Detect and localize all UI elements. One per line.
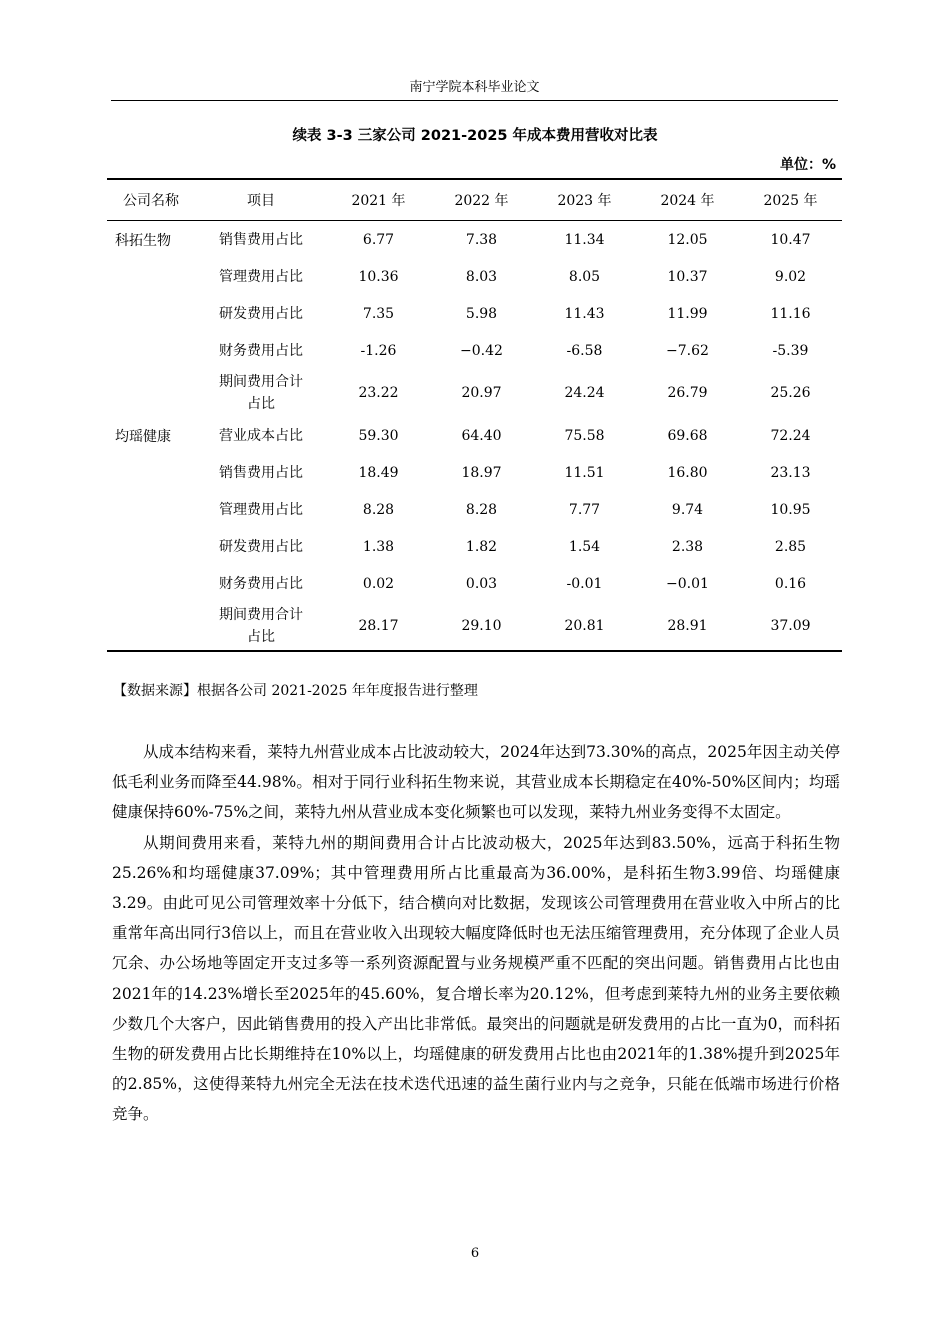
table-row [107, 295, 842, 332]
column-header: 2025 年 [739, 179, 842, 221]
value-cell: 10.37 [667, 268, 708, 285]
value-cell: 7.77 [568, 501, 601, 518]
company-name-cell [107, 491, 195, 528]
value-cell: 11.34 [564, 231, 605, 248]
table-row [107, 417, 842, 454]
paragraph: 从成本结构来看，莱特九州营业成本占比波动较大，2024年达到73.30%的高点，2025年因主动关停低毛利业务而降至44.98%。相对于同行业科拓生物来说，其营业成本长期稳定在40%-50%区间内；均瑶健康保持60%-75%之间，莱特九州从营业成本变化频繁也可以发现，莱特九州业务变得不太固定。 [112, 743, 840, 822]
value-cell: 18.97 [461, 464, 502, 481]
value-cell: 8.05 [568, 268, 601, 285]
value-cell: 1.54 [568, 538, 601, 555]
table-row [107, 491, 842, 528]
value-cell: 28.91 [636, 602, 739, 651]
value-cell: 7.35 [362, 305, 395, 322]
column-header: 2021 年 [327, 179, 430, 221]
value-cell: 37.09 [739, 602, 842, 651]
body-text [112, 737, 840, 1130]
cost-expense-table [107, 178, 842, 652]
item-cell: 期间费用合计占比 [195, 602, 327, 651]
table-row [107, 528, 842, 565]
value-cell: 23.13 [770, 464, 811, 481]
column-header: 2023 年 [533, 179, 636, 221]
column-header: 公司名称 [107, 179, 195, 221]
value-cell: 26.79 [667, 385, 708, 401]
item-cell: 研发费用占比 [219, 305, 303, 322]
table-row [107, 258, 842, 295]
company-name-cell [107, 454, 195, 491]
value-cell: 9.02 [774, 268, 807, 285]
value-cell: 6.77 [362, 231, 395, 248]
item-cell: 销售费用占比 [219, 464, 303, 481]
page-header-title: 南宁学院本科毕业论文 [409, 80, 540, 95]
value-cell: 72.24 [770, 427, 811, 444]
value-cell: 24.24 [564, 385, 605, 401]
value-cell: 25.26 [770, 385, 811, 401]
table-row [107, 369, 842, 417]
value-cell: 75.58 [564, 427, 605, 444]
data-source-note: 【数据来源】根据各公司 2021-2025 年年度报告进行整理 [113, 683, 478, 699]
value-cell: 64.40 [461, 427, 502, 444]
table-row [107, 565, 842, 602]
value-cell: 20.81 [533, 602, 636, 651]
company-name-cell [107, 295, 195, 332]
value-cell: 7.38 [465, 231, 498, 248]
table-header-row [107, 179, 842, 221]
value-cell: 8.28 [362, 501, 395, 518]
value-cell: 23.22 [358, 385, 399, 401]
item-cell: 管理费用占比 [219, 268, 303, 285]
item-cell: 财务费用占比 [219, 575, 303, 592]
value-cell: 18.49 [358, 464, 399, 481]
value-cell: 8.03 [465, 268, 498, 285]
table-row [107, 602, 842, 651]
company-name-cell [107, 528, 195, 565]
item-cell: 销售费用占比 [219, 231, 303, 248]
table-caption: 续表 3-3 三家公司 2021-2025 年成本费用营收对比表 [292, 128, 658, 144]
company-name-cell: 科拓生物 [115, 232, 171, 249]
company-name-cell [107, 602, 195, 651]
company-name-cell [107, 369, 195, 417]
table-row [107, 454, 842, 491]
value-cell: 0.03 [465, 575, 498, 592]
item-cell: 管理费用占比 [219, 501, 303, 518]
table-unit: 单位：% [779, 157, 836, 173]
table-row [107, 221, 842, 259]
value-cell: -1.26 [360, 342, 397, 359]
company-name-cell: 均瑶健康 [115, 428, 171, 445]
value-cell: 0.16 [774, 575, 807, 592]
item-cell: 研发费用占比 [219, 538, 303, 555]
value-cell: 10.47 [770, 231, 811, 248]
value-cell: 1.82 [465, 538, 498, 555]
page-number: 6 [470, 1246, 480, 1261]
value-cell: −7.62 [666, 342, 709, 359]
value-cell: 11.43 [564, 305, 605, 322]
value-cell: 10.95 [770, 501, 811, 518]
company-name-cell [107, 565, 195, 602]
value-cell: 59.30 [358, 427, 399, 444]
value-cell: 5.98 [465, 305, 498, 322]
value-cell: -6.58 [566, 342, 603, 359]
item-cell: 营业成本占比 [219, 427, 303, 444]
value-cell: -5.39 [772, 342, 809, 359]
item-cell: 财务费用占比 [219, 342, 303, 359]
value-cell: 11.99 [667, 305, 708, 322]
header-rule [111, 100, 838, 101]
value-cell: 29.10 [430, 602, 533, 651]
company-name-cell [107, 258, 195, 295]
column-header: 2024 年 [636, 179, 739, 221]
value-cell: 20.97 [461, 385, 502, 401]
value-cell: 69.68 [667, 427, 708, 444]
value-cell: 11.51 [564, 464, 605, 481]
value-cell: -0.01 [566, 575, 603, 592]
value-cell: −0.42 [460, 342, 503, 359]
value-cell: 11.16 [770, 305, 811, 322]
paragraph: 从期间费用来看，莱特九州的期间费用合计占比波动极大，2025年达到83.50%，远高于科拓生物25.26%和均瑶健康37.09%；其中管理费用所占比重最高为36.00%，是科拓生物3.99倍、均瑶健康3.29。由此可见公司管理效率十分低下，结合横向对比数据，发现该公司管理费用在营业收入中所占的比重常年高出同行3倍以上，而且在营业收入出现较大幅度降低时也无法压缩管理费用，充分体现了企业人员冗余、办公场地等固定开支过多等一系列资源配置与业务规模严重不匹配的突出问题。销售费用占比也由2021年的14.23%增长至2025年的45.60%，复合增长率为20.12%，但考虑到莱特九州的业务主要依赖少数几个大客户，因此销售费用的投入产出比非常低。最突出的问题就是研发费用的占比一直为0，而科拓生物的研发费用占比长期维持在10%以上，均瑶健康的研发费用占比也由2021年的1.38%提升到2025年的2.85%，这使得莱特九州完全无法在技术迭代迅速的益生菌行业内与之竞争，只能在低端市场进行价格竞争。 [112, 833, 840, 1124]
column-header: 2022 年 [430, 179, 533, 221]
value-cell: 9.74 [671, 501, 704, 518]
table-row [107, 332, 842, 369]
value-cell: 16.80 [667, 464, 708, 481]
value-cell: −0.01 [666, 575, 709, 592]
value-cell: 10.36 [358, 268, 399, 285]
value-cell: 1.38 [362, 538, 395, 555]
value-cell: 0.02 [362, 575, 395, 592]
value-cell: 12.05 [667, 231, 708, 248]
table-body [107, 221, 842, 652]
value-cell: 2.85 [774, 538, 807, 555]
value-cell: 2.38 [671, 538, 704, 555]
item-cell: 期间费用合计占比 [219, 374, 303, 412]
value-cell: 8.28 [465, 501, 498, 518]
company-name-cell [107, 332, 195, 369]
column-header: 项目 [195, 179, 327, 221]
value-cell: 28.17 [327, 602, 430, 651]
